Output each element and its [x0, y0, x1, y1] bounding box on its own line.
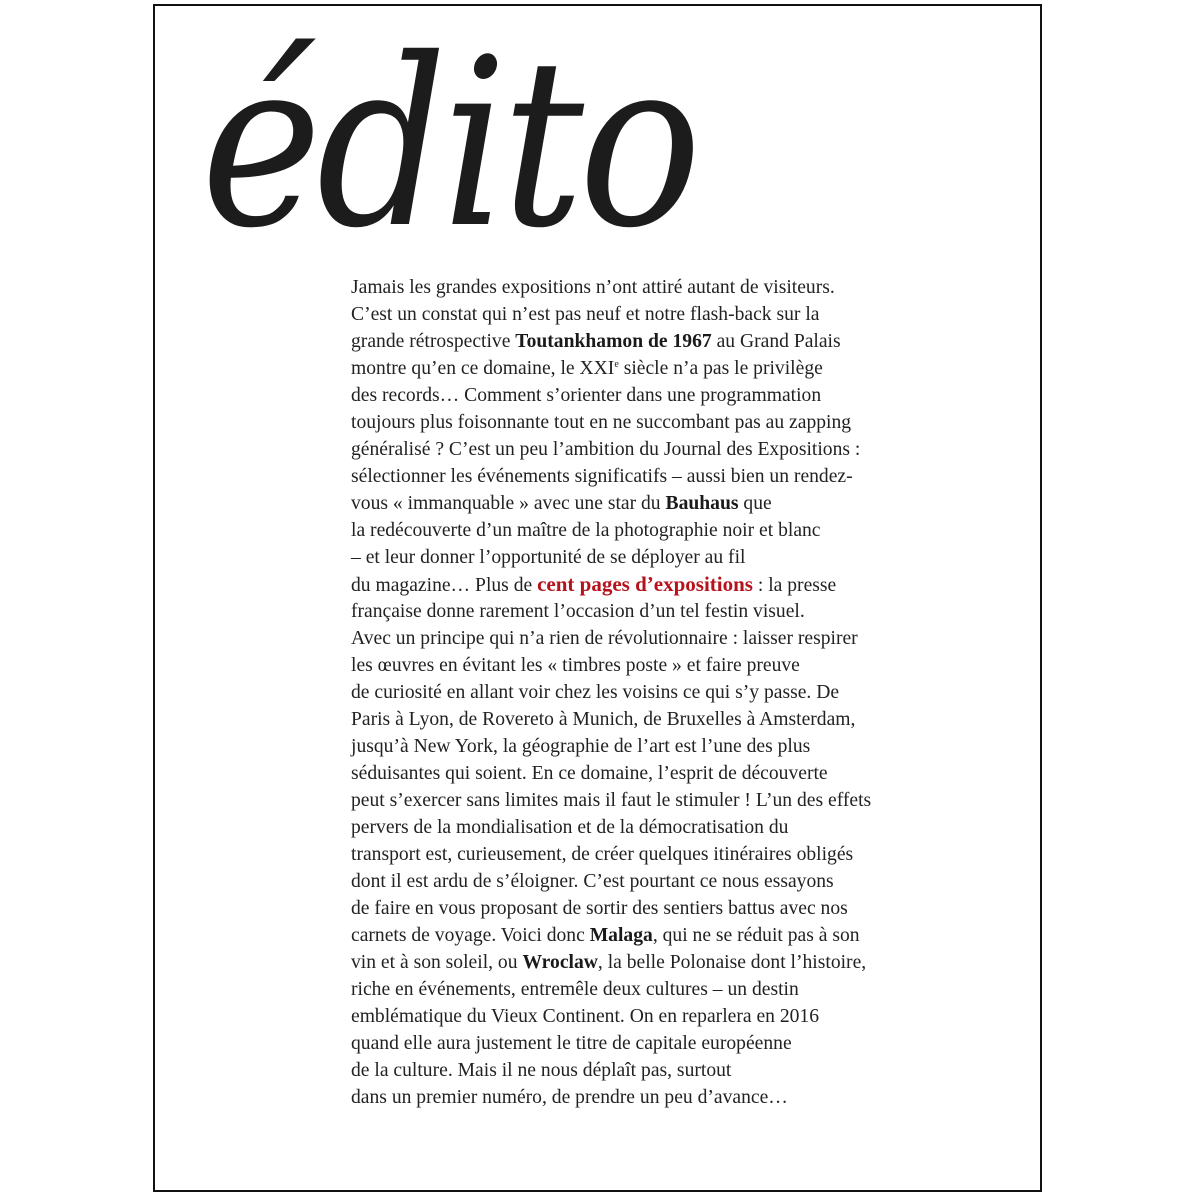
text-line [351, 841, 871, 868]
text-segment: de faire en vous proposant de sortir des sentiers battus avec nos [351, 898, 848, 919]
text-line [351, 922, 871, 949]
text-line [351, 544, 871, 571]
text-segment: – et leur donner l’opportunité de se déployer au fil [351, 547, 746, 568]
text-line [351, 895, 871, 922]
text-line [351, 1030, 871, 1057]
text-line [351, 787, 871, 814]
text-line [351, 760, 871, 787]
text-segment: Paris à Lyon, de Rovereto à Munich, de Bruxelles à Amsterdam, [351, 709, 856, 730]
text-segment: siècle n’a pas le privilège [618, 358, 823, 379]
text-segment: au Grand Palais [711, 331, 841, 352]
text-segment: des records… Comment s’orienter dans une programmation [351, 385, 822, 406]
superscript: e [614, 359, 619, 370]
text-segment: Jamais les grandes expositions n’ont attiré autant de visiteurs. [351, 277, 835, 298]
text-segment: Avec un principe qui n’a rien de révolutionnaire : laisser respirer [351, 628, 858, 649]
text-segment: emblématique du Vieux Continent. On en reparlera en 2016 [351, 1006, 820, 1027]
text-line [351, 274, 871, 301]
text-segment: la redécouverte d’un maître de la photographie noir et blanc [351, 520, 821, 541]
text-line [351, 598, 871, 625]
text-segment: de la culture. Mais il ne nous déplaît pas, surtout [351, 1060, 732, 1081]
text-segment: de curiosité en allant voir chez les voisins ce qui s’y passe. De [351, 682, 840, 703]
text-segment: du magazine… Plus de [351, 575, 538, 596]
text-line [351, 976, 871, 1003]
text-segment: peut s’exercer sans limites mais il faut le stimuler ! L’un des effets [351, 790, 872, 811]
magazine-page [153, 4, 1042, 1192]
text-line [351, 1057, 871, 1084]
text-line [351, 355, 871, 382]
text-line [351, 490, 871, 517]
text-line [351, 1084, 871, 1111]
text-segment: carnets de voyage. Voici donc [351, 925, 590, 946]
bold-highlight: Toutankhamon de 1967 [515, 331, 712, 352]
text-segment: sélectionner les événements significatifs – aussi bien un rendez- [351, 466, 853, 487]
text-segment: jusqu’à New York, la géographie de l’art est l’une des plus [351, 736, 811, 757]
text-segment: C’est un constat qui n’est pas neuf et notre flash-back sur la [351, 304, 820, 325]
text-line [351, 679, 871, 706]
text-line [351, 949, 871, 976]
text-line [351, 463, 871, 490]
text-line [351, 409, 871, 436]
text-line [351, 571, 871, 598]
text-segment: quand elle aura justement le titre de capitale européenne [351, 1033, 792, 1054]
text-segment: que [738, 493, 772, 514]
text-line [351, 625, 871, 652]
page-title: édito [201, 9, 697, 279]
text-line [351, 868, 871, 895]
text-segment: : la presse [752, 575, 837, 596]
text-segment: les œuvres en évitant les « timbres poste » et faire preuve [351, 655, 800, 676]
text-segment: française donne rarement l’occasion d’un tel festin visuel. [351, 601, 805, 622]
text-segment: montre qu’en ce domaine, le XXI [351, 358, 615, 379]
text-segment: grande rétrospective [351, 331, 516, 352]
text-segment: généralisé ? C’est un peu l’ambition du Journal des Expositions : [351, 439, 861, 460]
bold-highlight: Bauhaus [665, 493, 739, 514]
text-segment: toujours plus foisonnante tout en ne succombant pas au zapping [351, 412, 852, 433]
text-segment: , qui ne se réduit pas à son [652, 925, 860, 946]
text-line [351, 1003, 871, 1030]
text-segment: transport est, curieusement, de créer quelques itinéraires obligés [351, 844, 854, 865]
bold-highlight: Malaga [589, 925, 653, 946]
text-segment: pervers de la mondialisation et de la démocratisation du [351, 817, 789, 838]
text-segment: , la belle Polonaise dont l’histoire, [597, 952, 867, 973]
text-segment: vous « immanquable » avec une star du [351, 493, 666, 514]
text-line [351, 652, 871, 679]
text-line [351, 436, 871, 463]
text-line [351, 814, 871, 841]
text-segment: dont il est ardu de s’éloigner. C’est pourtant ce nous essayons [351, 871, 834, 892]
bold-highlight: Wroclaw [522, 952, 598, 973]
editorial-body [351, 274, 871, 1111]
text-line [351, 301, 871, 328]
text-segment: dans un premier numéro, de prendre un peu d’avance… [351, 1087, 788, 1108]
text-line [351, 382, 871, 409]
text-line [351, 517, 871, 544]
text-segment: séduisantes qui soient. En ce domaine, l’esprit de découverte [351, 763, 828, 784]
text-line [351, 328, 871, 355]
text-line [351, 733, 871, 760]
red-highlight: cent pages d’expositions [537, 572, 753, 596]
text-segment: riche en événements, entremêle deux cultures – un destin [351, 979, 799, 1000]
text-segment: vin et à son soleil, ou [351, 952, 523, 973]
text-line [351, 706, 871, 733]
